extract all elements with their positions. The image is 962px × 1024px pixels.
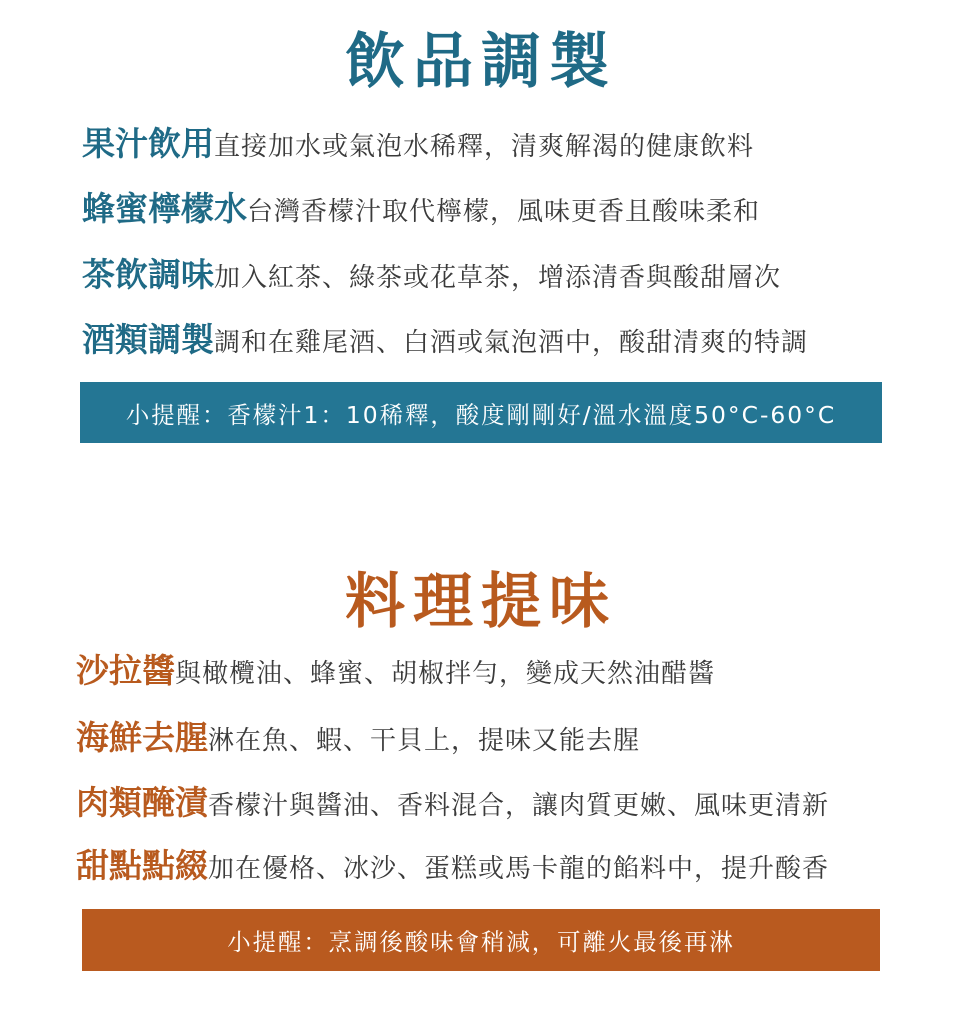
cooking-item (76, 846, 829, 892)
cooking-item-desc: 與橄欖油、蜂蜜、胡椒拌勻，變成天然油醋醬 (175, 659, 716, 689)
drinks-item-key: 酒類調製 (82, 320, 214, 359)
drinks-item-desc: 加入紅茶、綠茶或花草茶，增添清香與酸甜層次 (214, 263, 782, 293)
cooking-item-key: 海鮮去腥 (76, 718, 208, 757)
drinks-item-key: 茶飲調味 (82, 255, 214, 294)
drinks-title: 飲品調製 (345, 27, 617, 97)
cooking-item-desc: 香檬汁與醬油、香料混合，讓肉質更嫩、風味更清新 (208, 791, 830, 821)
drinks-item-desc: 調和在雞尾酒、白酒或氣泡酒中，酸甜清爽的特調 (214, 328, 809, 358)
cooking-item-key: 甜點點綴 (76, 846, 208, 885)
drinks-item-desc: 台灣香檬汁取代檸檬，風味更香且酸味柔和 (247, 197, 761, 227)
cooking-item (76, 651, 715, 697)
cooking-item-key: 肉類醃漬 (76, 783, 208, 822)
cooking-item (76, 783, 829, 829)
cooking-item (76, 718, 640, 764)
drinks-item-desc: 直接加水或氣泡水稀釋，清爽解渴的健康飲料 (214, 132, 755, 162)
cooking-item-desc: 淋在魚、蝦、干貝上，提味又能去腥 (208, 726, 641, 756)
cooking-tip-banner: 小提醒：烹調後酸味會稍減，可離火最後再淋 (82, 909, 880, 971)
drinks-item-key: 蜂蜜檸檬水 (82, 189, 247, 228)
drinks-item-key: 果汁飲用 (82, 124, 214, 163)
cooking-item-desc: 加在優格、冰沙、蛋糕或馬卡龍的餡料中，提升酸香 (208, 854, 830, 884)
drinks-tip-banner: 小提醒：香檬汁1：10稀釋，酸度剛剛好/溫水溫度50°C-60°C (80, 382, 882, 443)
cooking-item-key: 沙拉醬 (76, 651, 175, 690)
cooking-title: 料理提味 (345, 567, 617, 637)
